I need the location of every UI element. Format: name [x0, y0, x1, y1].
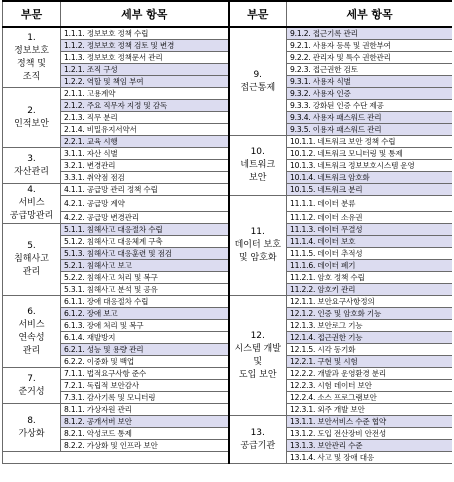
- left-item-cell: 4.2.1. 공급망 계약: [61, 196, 229, 212]
- table-row: [3, 404, 453, 416]
- right-item-cell: 11.2.1. 암호 정책 수립: [287, 272, 453, 284]
- right-category-cell: 9. 접근통제: [229, 27, 287, 136]
- right-item-cell: 10.1.4. 네트워크 암호화: [287, 172, 453, 184]
- right-item-cell: 12.3.1. 외주 개발 보안: [287, 404, 453, 416]
- right-item-cell: 13.1.1. 보안서비스 수준 협약: [287, 416, 453, 428]
- left-category-cell: 5. 침해사고 관리: [3, 224, 61, 296]
- table-row: [3, 160, 453, 172]
- header-items-right: 세부 항목: [287, 1, 453, 27]
- left-category-cell: 8. 가상화: [3, 404, 61, 452]
- right-item-cell: 13.1.4. 사고 및 장애 대응: [287, 452, 453, 464]
- table-row: [3, 368, 453, 380]
- right-item-cell: 9.3.4. 사용자 패스워드 관리: [287, 112, 453, 124]
- table-row: [3, 260, 453, 272]
- left-item-cell: 1.1.1. 정보보호 정책 수립: [61, 27, 229, 40]
- right-item-cell: 11.2.2. 암호키 관리: [287, 284, 453, 296]
- right-item-cell: 9.3.5. 이용자 패스워드 관리: [287, 124, 453, 136]
- left-category-cell: 2. 인적보안: [3, 88, 61, 148]
- right-item-cell: 9.3.3. 강화된 인증 수단 제공: [287, 100, 453, 112]
- right-item-cell: 12.2.3. 시험 데이터 보안: [287, 380, 453, 392]
- right-item-cell: 9.2.3. 접근권한 검토: [287, 64, 453, 76]
- right-item-cell: 12.2.2. 개발과 운영환경 분리: [287, 368, 453, 380]
- table-row: [3, 196, 453, 212]
- table-row: [3, 356, 453, 368]
- right-item-cell: 12.1.1. 보안요구사항정의: [287, 296, 453, 308]
- left-item-cell: 1.2.1. 조직 구성: [61, 64, 229, 76]
- left-item-cell: 5.1.1. 침해사고 대응절차 수립: [61, 224, 229, 236]
- table-row: [3, 248, 453, 260]
- table-row: [3, 224, 453, 236]
- right-category-cell: 11. 데이터 보호 및 암호화: [229, 196, 287, 296]
- left-item-cell: 6.1.1. 장애 대응절차 수립: [61, 296, 229, 308]
- left-item-cell: 5.1.2. 침해사고 대응체계 구축: [61, 236, 229, 248]
- right-item-cell: 10.1.5. 네트워크 분리: [287, 184, 453, 196]
- table-row: [3, 124, 453, 136]
- left-item-cell: 1.2.2. 역할 및 책임 부여: [61, 76, 229, 88]
- left-item-cell: 8.2.2. 가상화 및 인프라 보안: [61, 440, 229, 452]
- table-row: [3, 272, 453, 284]
- table-row: [3, 380, 453, 392]
- left-category-cell: 7. 준거성: [3, 368, 61, 404]
- table-row: [3, 440, 453, 452]
- table-row: [3, 452, 453, 464]
- table-row: [3, 40, 453, 52]
- right-item-cell: 11.1.3. 데이터 무결성: [287, 224, 453, 236]
- table-row: [3, 64, 453, 76]
- right-item-cell: 10.1.3. 네트워크 정보보호시스템 운영: [287, 160, 453, 172]
- right-item-cell: 10.1.2. 네트워크 모니터링 및 통제: [287, 148, 453, 160]
- table-row: [3, 296, 453, 308]
- left-item-cell: 6.2.1. 성능 및 용량 관리: [61, 344, 229, 356]
- right-item-cell: 12.1.2. 인증 및 암호화 기능: [287, 308, 453, 320]
- table-row: [3, 428, 453, 440]
- table-row: [3, 172, 453, 184]
- right-item-cell: 9.3.1. 사용자 식별: [287, 76, 453, 88]
- table-row: [3, 148, 453, 160]
- left-item-cell: 5.2.2. 침해사고 처리 및 복구: [61, 272, 229, 284]
- left-category-cell: 3. 자산관리: [3, 148, 61, 184]
- right-item-cell: 12.1.4. 접근권한 기능: [287, 332, 453, 344]
- left-item-cell: 7.1.1. 법적요구사항 준수: [61, 368, 229, 380]
- table-row: [3, 76, 453, 88]
- right-item-cell: 9.1.2. 접근기록 관리: [287, 27, 453, 40]
- left-category-cell: 4. 서비스 공급망관리: [3, 184, 61, 224]
- security-standards-document: [2, 0, 452, 482]
- left-item-cell: 4.2.2. 공급망 변경관리: [61, 212, 229, 224]
- table-row: [3, 27, 453, 40]
- right-item-cell: 9.2.2. 관리자 및 특수 권한관리: [287, 52, 453, 64]
- left-item-cell: 1.1.2. 정보보호 정책 검토 및 변경: [61, 40, 229, 52]
- security-items-table: [2, 0, 452, 464]
- table-row: [3, 88, 453, 100]
- right-item-cell: 11.1.6. 데이터 폐기: [287, 260, 453, 272]
- right-item-cell: 12.1.5. 시각 동기화: [287, 344, 453, 356]
- left-item-cell: 6.1.4. 재발방지: [61, 332, 229, 344]
- right-item-cell: 9.2.1. 사용자 등록 및 권한부여: [287, 40, 453, 52]
- table-row: [3, 136, 453, 148]
- table-row: [3, 344, 453, 356]
- right-item-cell: 13.1.2. 도입 전산장비 안전성: [287, 428, 453, 440]
- right-item-cell: 11.1.1. 데이터 분류: [287, 196, 453, 212]
- left-item-cell: 7.3.1. 감사기록 및 모니터링: [61, 392, 229, 404]
- left-item-cell: 3.2.1. 변경관리: [61, 160, 229, 172]
- left-item-cell: 4.1.1. 공급망 관리 정책 수립: [61, 184, 229, 196]
- right-item-cell: 12.1.3. 보안로그 기능: [287, 320, 453, 332]
- right-item-cell: 11.1.4. 데이터 보호: [287, 236, 453, 248]
- right-item-cell: 12.2.4. 소스 프로그램보안: [287, 392, 453, 404]
- table-row: [3, 184, 453, 196]
- left-item-cell: 8.1.1. 가상자원 관리: [61, 404, 229, 416]
- left-empty-cell: [3, 452, 229, 464]
- left-category-cell: 6. 서비스 연속성 관리: [3, 296, 61, 368]
- table-row: [3, 236, 453, 248]
- table-row: [3, 212, 453, 224]
- left-item-cell: 6.1.3. 장애 처리 및 복구: [61, 320, 229, 332]
- table-row: [3, 284, 453, 296]
- left-item-cell: 2.1.1. 고용계약: [61, 88, 229, 100]
- left-item-cell: 3.1.1. 자산 식별: [61, 148, 229, 160]
- left-item-cell: 1.1.3. 정보보호 정책문서 관리: [61, 52, 229, 64]
- right-item-cell: 11.1.2. 데이터 소유권: [287, 212, 453, 224]
- right-item-cell: 13.1.3. 보안관리 수준: [287, 440, 453, 452]
- header-category-left: 부문: [3, 1, 61, 27]
- right-category-cell: 12. 시스템 개발 및 도입 보안: [229, 296, 287, 416]
- table-row: [3, 308, 453, 320]
- table-row: [3, 100, 453, 112]
- right-item-cell: 12.2.1. 구현 및 시험: [287, 356, 453, 368]
- right-item-cell: 10.1.1. 네트워크 보안 정책 수립: [287, 136, 453, 148]
- header-items-left: 세부 항목: [61, 1, 229, 27]
- table-row: [3, 52, 453, 64]
- left-item-cell: 6.2.2. 이중화 및 백업: [61, 356, 229, 368]
- table-row: [3, 320, 453, 332]
- right-category-cell: 10. 네트워크 보안: [229, 136, 287, 196]
- right-item-cell: 9.3.2. 사용자 인증: [287, 88, 453, 100]
- left-item-cell: 7.2.1. 독립적 보안감사: [61, 380, 229, 392]
- left-item-cell: 5.3.1. 침해사고 분석 및 공유: [61, 284, 229, 296]
- table-row: [3, 392, 453, 404]
- left-item-cell: 2.1.3. 직무 분리: [61, 112, 229, 124]
- table-row: [3, 332, 453, 344]
- left-item-cell: 8.2.1. 악성코드 통제: [61, 428, 229, 440]
- left-item-cell: 6.1.2. 장애 보고: [61, 308, 229, 320]
- header-category-right: 부문: [229, 1, 287, 27]
- left-item-cell: 2.2.1. 교육 시행: [61, 136, 229, 148]
- left-item-cell: 3.3.1. 취약점 점검: [61, 172, 229, 184]
- left-item-cell: 2.1.4. 비밀유지서약서: [61, 124, 229, 136]
- left-item-cell: 2.1.2. 주요 직무자 지정 및 감독: [61, 100, 229, 112]
- right-category-cell: 13. 공급기관: [229, 416, 287, 464]
- left-item-cell: 5.2.1. 침해사고 보고: [61, 260, 229, 272]
- left-category-cell: 1. 정보보호 정책 및 조직: [3, 27, 61, 88]
- table-row: [3, 112, 453, 124]
- right-item-cell: 11.1.5. 데이터 추적성: [287, 248, 453, 260]
- left-item-cell: 5.1.3. 침해사고 대응훈련 및 점검: [61, 248, 229, 260]
- left-item-cell: 8.1.2. 공개서버 보안: [61, 416, 229, 428]
- table-row: [3, 416, 453, 428]
- table-body: [3, 27, 453, 464]
- table-header-row: [3, 1, 453, 27]
